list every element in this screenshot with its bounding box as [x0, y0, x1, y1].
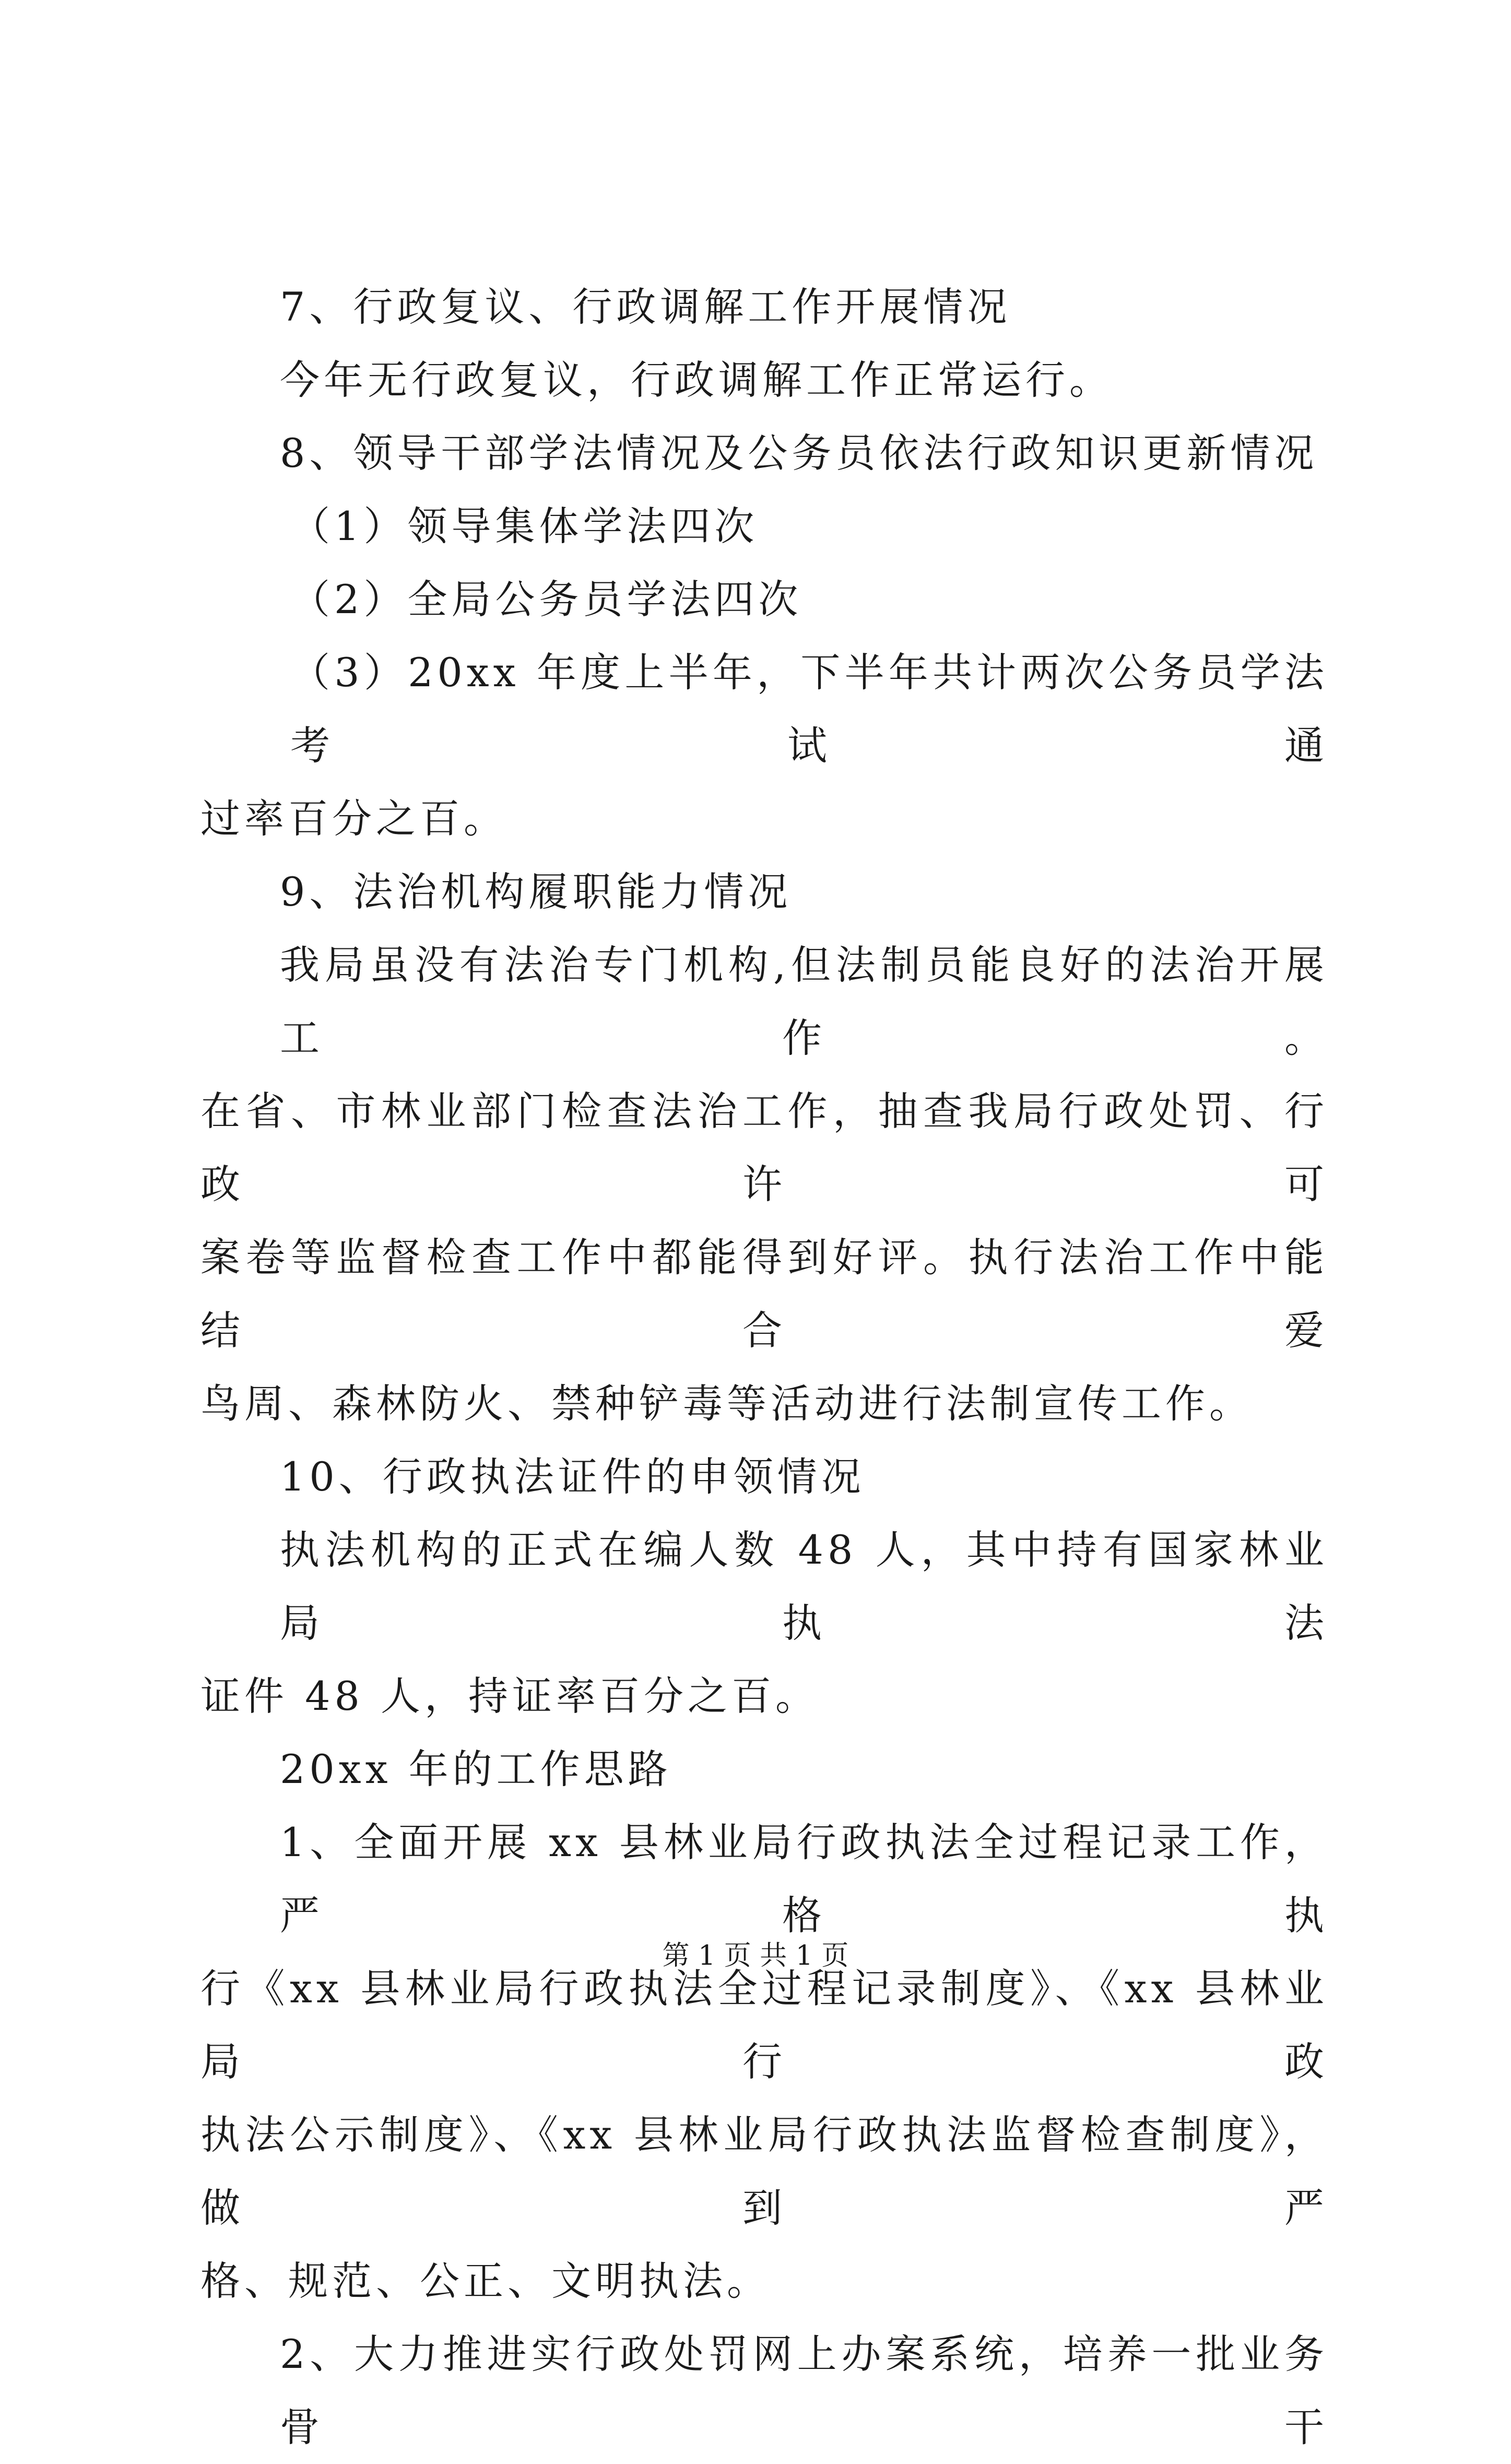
paragraph-line: 今年无行政复议，行政调解工作正常运行。 — [280, 357, 1113, 403]
paragraph-line: 执法机构的正式在编人数 48 人，其中持有国家林业局执法 — [280, 1527, 1328, 1646]
paragraph-line: 鸟周、森林防火、禁种铲毒等活动进行法制宣传工作。 — [200, 1380, 1253, 1427]
page-number-footer: 第 1 页 共 1 页 — [662, 1940, 849, 1972]
paragraph-line: 案卷等监督检查工作中都能得到好评。执行法治工作中能结合爱 — [200, 1234, 1328, 1354]
paragraph-line: 证件 48 人，持证率百分之百。 — [200, 1673, 820, 1719]
paragraph-line: 执法公示制度》、《xx 县林业局行政执法监督检查制度》，做到严 — [200, 2111, 1328, 2231]
paragraph-line: 格、规范、公正、文明执法。 — [200, 2258, 771, 2304]
section-heading: 20xx 年的工作思路 — [280, 1746, 672, 1792]
sub-item-3: （3）20xx 年度上半年，下半年共计两次公务员学法考试通 — [290, 649, 1328, 769]
sub-item-1: （1）领导集体学法四次 — [290, 503, 759, 549]
plan-item-1: 1、全面开展 xx 县林业局行政执法全过程记录工作，严格执 — [280, 1819, 1328, 1939]
heading-item-7: 7、行政复议、行政调解工作开展情况 — [280, 284, 1011, 330]
heading-item-9: 9、法治机构履职能力情况 — [280, 869, 792, 915]
document-body — [200, 271, 1328, 2464]
paragraph-line: 在省、市林业部门检查法治工作，抽查我局行政处罚、行政许可 — [200, 1088, 1328, 1207]
sub-item-2: （2）全局公务员学法四次 — [290, 576, 802, 623]
plan-item-2: 2、大力推进实行政处罚网上办案系统，培养一批业务骨干 — [280, 2331, 1328, 2450]
paragraph-line: 我局虽没有法治专门机构,但法制员能良好的法治开展工作。 — [280, 942, 1328, 1061]
heading-item-8: 8、领导干部学法情况及公务员依法行政知识更新情况 — [280, 430, 1318, 476]
paragraph-line: 行《xx 县林业局行政执法全过程记录制度》、《xx 县林业局行政 — [200, 1965, 1328, 2085]
paragraph-line: 过率百分之百。 — [200, 795, 507, 842]
heading-item-10: 10、行政执法证件的申领情况 — [280, 1453, 865, 1500]
